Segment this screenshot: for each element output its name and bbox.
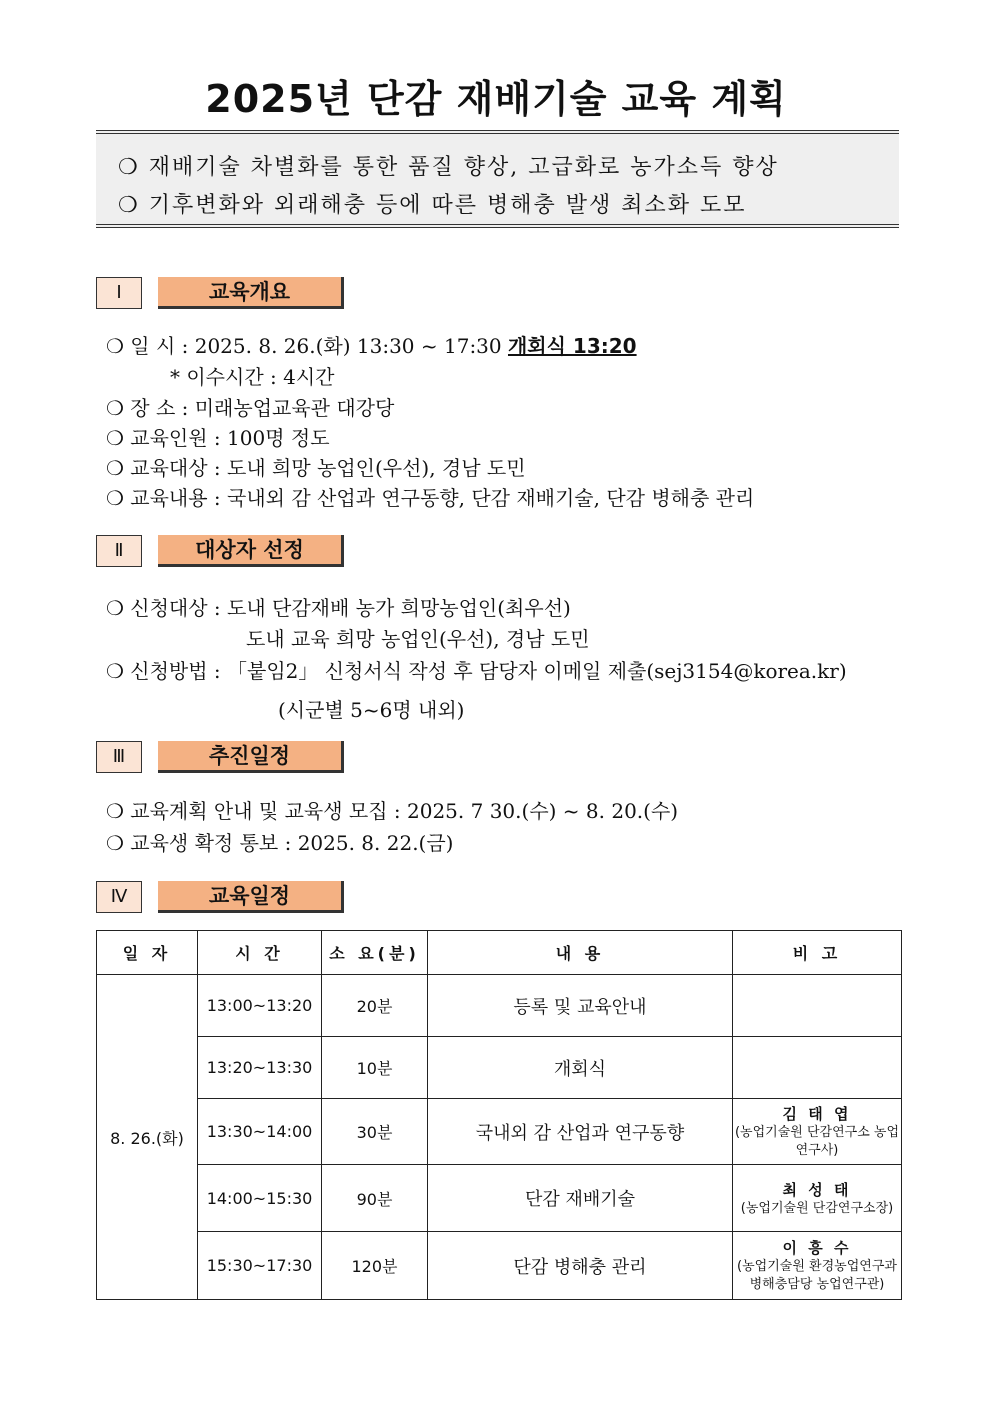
lecturer-org: (농업기술원 단감연구소 농업연구사) (734, 1125, 900, 1158)
content-cell: 단감 병해충 관리 (428, 1232, 733, 1300)
duration-cell: 20분 (322, 975, 428, 1037)
section-title: 추진일정 (158, 741, 344, 773)
table-header: 시 간 (198, 931, 322, 975)
time-cell: 14:00~15:30 (198, 1165, 322, 1232)
table-row (97, 1099, 902, 1165)
opening-time: 개회식 13:20 (507, 334, 637, 358)
overview-people: ❍ 교육인원 : 100명 정도 (106, 426, 330, 450)
section-number: Ⅲ (96, 741, 142, 773)
table-row (97, 1037, 902, 1099)
goal-item: ❍ 기후변화와 외래해충 등에 따른 병해충 발생 최소화 도모 (118, 193, 747, 218)
duration-cell: 120분 (322, 1232, 428, 1300)
lecturer-org: (농업기술원 단감연구소장) (740, 1200, 894, 1216)
lecturer-name: 최 성 태 (782, 1180, 852, 1199)
section-title: 교육개요 (158, 277, 344, 309)
content-cell: 국내외 감 산업과 연구동향 (428, 1099, 733, 1165)
note-cell (733, 1165, 902, 1232)
time-cell: 13:20~13:30 (198, 1037, 322, 1099)
lecturer-name: 김 태 엽 (782, 1105, 852, 1123)
section-title: 대상자 선정 (158, 535, 344, 567)
table-row (97, 975, 902, 1037)
apply-method: ❍ 신청방법 : 「붙임2」 신청서식 작성 후 담당자 이메일 제출(sej3154@korea.kr) (106, 659, 847, 683)
page-title: 2025년 단감 재배기술 교육 계획 (205, 77, 787, 121)
table-header: 일 자 (97, 931, 198, 975)
overview-place: ❍ 장 소 : 미래농업교육관 대강당 (106, 396, 395, 420)
table-row (97, 1232, 902, 1300)
lecturer-org: (농업기술원 환경농업연구과 병해충담당 농업연구관) (737, 1259, 897, 1292)
note-cell (733, 1099, 902, 1165)
apply-note: (시군별 5~6명 내외) (278, 698, 465, 722)
section-number: Ⅰ (96, 277, 142, 309)
table-row (97, 1165, 902, 1232)
plan-line: ❍ 교육계획 안내 및 교육생 모집 : 2025. 7 30.(수) ~ 8. 20.(수) (106, 799, 679, 823)
content-cell: 등록 및 교육안내 (428, 975, 733, 1037)
table-header: 소 요(분) (322, 931, 428, 975)
table-header: 비 고 (733, 931, 902, 975)
duration-cell: 30분 (322, 1099, 428, 1165)
note-cell (733, 1232, 902, 1300)
section-number: Ⅱ (96, 535, 142, 567)
duration-cell: 90분 (322, 1165, 428, 1232)
section-title: 교육일정 (158, 881, 344, 913)
content-cell: 단감 재배기술 (428, 1165, 733, 1232)
time-cell: 15:30~17:30 (198, 1232, 322, 1300)
note-cell (733, 1037, 902, 1099)
time-cell: 13:00~13:20 (198, 975, 322, 1037)
lecturer-name: 이 흥 수 (782, 1239, 852, 1257)
apply-target-2: 도내 교육 희망 농업인(우선), 경남 도민 (246, 627, 590, 651)
duration-cell: 10분 (322, 1037, 428, 1099)
date-text: ❍ 일 시 : 2025. 8. 26.(화) 13:30 ~ 17:30 (106, 334, 508, 358)
table-header-row (97, 931, 902, 975)
note-cell (733, 975, 902, 1037)
content-cell: 개회식 (428, 1037, 733, 1099)
overview-content: ❍ 교육내용 : 국내외 감 산업과 연구동향, 단감 재배기술, 단감 병해충 관리 (106, 486, 755, 510)
schedule-table (96, 930, 902, 1300)
goals-box (96, 130, 899, 228)
overview-target: ❍ 교육대상 : 도내 희망 농업인(우선), 경남 도민 (106, 456, 526, 480)
plan-line: ❍ 교육생 확정 통보 : 2025. 8. 22.(금) (106, 831, 454, 855)
date-cell: 8. 26.(화) (97, 975, 198, 1300)
overview-date (106, 333, 637, 359)
overview-hours: * 이수시간 : 4시간 (170, 365, 335, 389)
apply-target: ❍ 신청대상 : 도내 단감재배 농가 희망농업인(최우선) (106, 596, 571, 620)
table-header: 내 용 (428, 931, 733, 975)
section-number: Ⅳ (96, 881, 142, 913)
goal-item: ❍ 재배기술 차별화를 통한 품질 향상, 고급화로 농가소득 향상 (118, 155, 779, 180)
time-cell: 13:30~14:00 (198, 1099, 322, 1165)
